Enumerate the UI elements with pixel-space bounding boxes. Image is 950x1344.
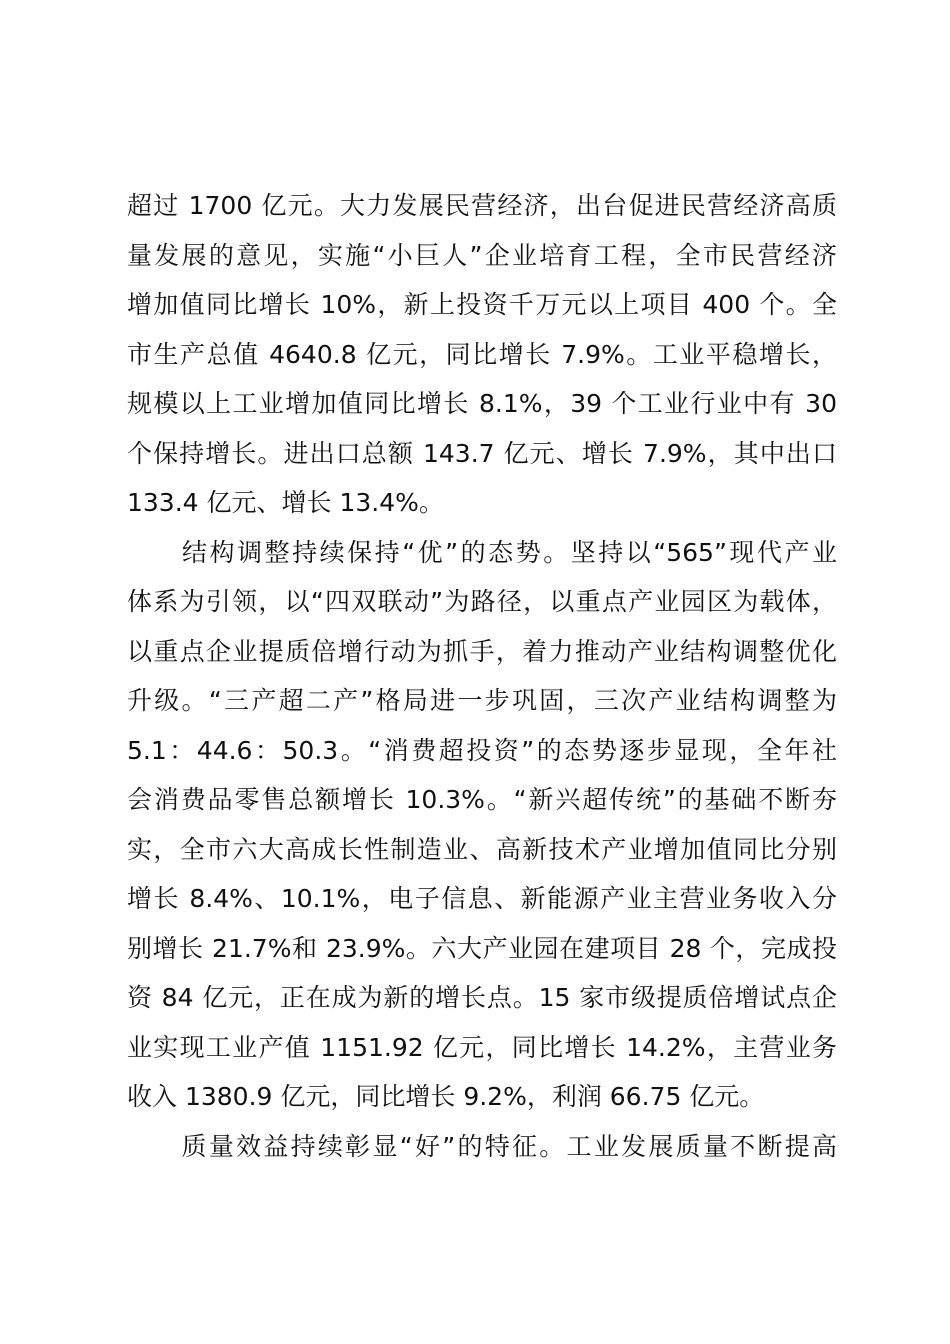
text-line: 升级。“三产超二产”格局进一步巩固，三次产业结构调整为 bbox=[127, 686, 837, 715]
body-text bbox=[127, 181, 837, 1171]
text-line: 资 84 亿元，正在成为新的增长点。15 家市级提质倍增试点企 bbox=[127, 983, 837, 1012]
text-line: 增长 8.4%、10.1%，电子信息、新能源产业主营业务收入分 bbox=[127, 884, 837, 913]
text-line: 业实现工业产值 1151.92 亿元，同比增长 14.2%，主营业务 bbox=[127, 1032, 837, 1062]
text-line: 以重点企业提质倍增行动为抓手，着力推动产业结构调整优化 bbox=[127, 636, 837, 666]
text-line: 别增长 21.7%和 23.9%。六大产业园在建项目 28 个，完成投 bbox=[127, 933, 837, 963]
text-line: 个保持增长。进出口总额 143.7 亿元、增长 7.9%，其中出口 bbox=[127, 438, 837, 468]
text-line: 5.1：44.6：50.3。“消费超投资”的态势逐步显现，全年社 bbox=[127, 735, 837, 765]
paragraph-end-line: 收入 1380.9 亿元，同比增长 9.2%，利润 66.75 亿元。 bbox=[127, 1082, 765, 1111]
text-line: 质量效益持续彰显“好”的特征。工业发展质量不断提高 bbox=[127, 1131, 837, 1161]
text-line: 实，全市六大高成长性制造业、高新技术产业增加值同比分别 bbox=[127, 834, 837, 864]
text-line: 结构调整持续保持“优”的态势。坚持以“565”现代产业 bbox=[127, 537, 837, 567]
text-line: 规模以上工业增加值同比增长 8.1%，39 个工业行业中有 30 bbox=[127, 389, 837, 418]
paragraph-end-line: 133.4 亿元、增长 13.4%。 bbox=[127, 488, 444, 517]
text-line: 增加值同比增长 10%，新上投资千万元以上项目 400 个。全 bbox=[127, 290, 837, 319]
text-line: 体系为引领，以“四双联动”为路径，以重点产业园区为载体， bbox=[127, 587, 837, 616]
text-line: 市生产总值 4640.8 亿元，同比增长 7.9%。工业平稳增长， bbox=[127, 339, 837, 369]
text-line: 量发展的意见，实施“小巨人”企业培育工程，全市民营经济 bbox=[127, 240, 837, 270]
text-line: 超过 1700 亿元。大力发展民营经济，出台促进民营经济高质 bbox=[127, 191, 837, 220]
text-line: 会消费品零售总额增长 10.3%。“新兴超传统”的基础不断夯 bbox=[127, 785, 837, 814]
